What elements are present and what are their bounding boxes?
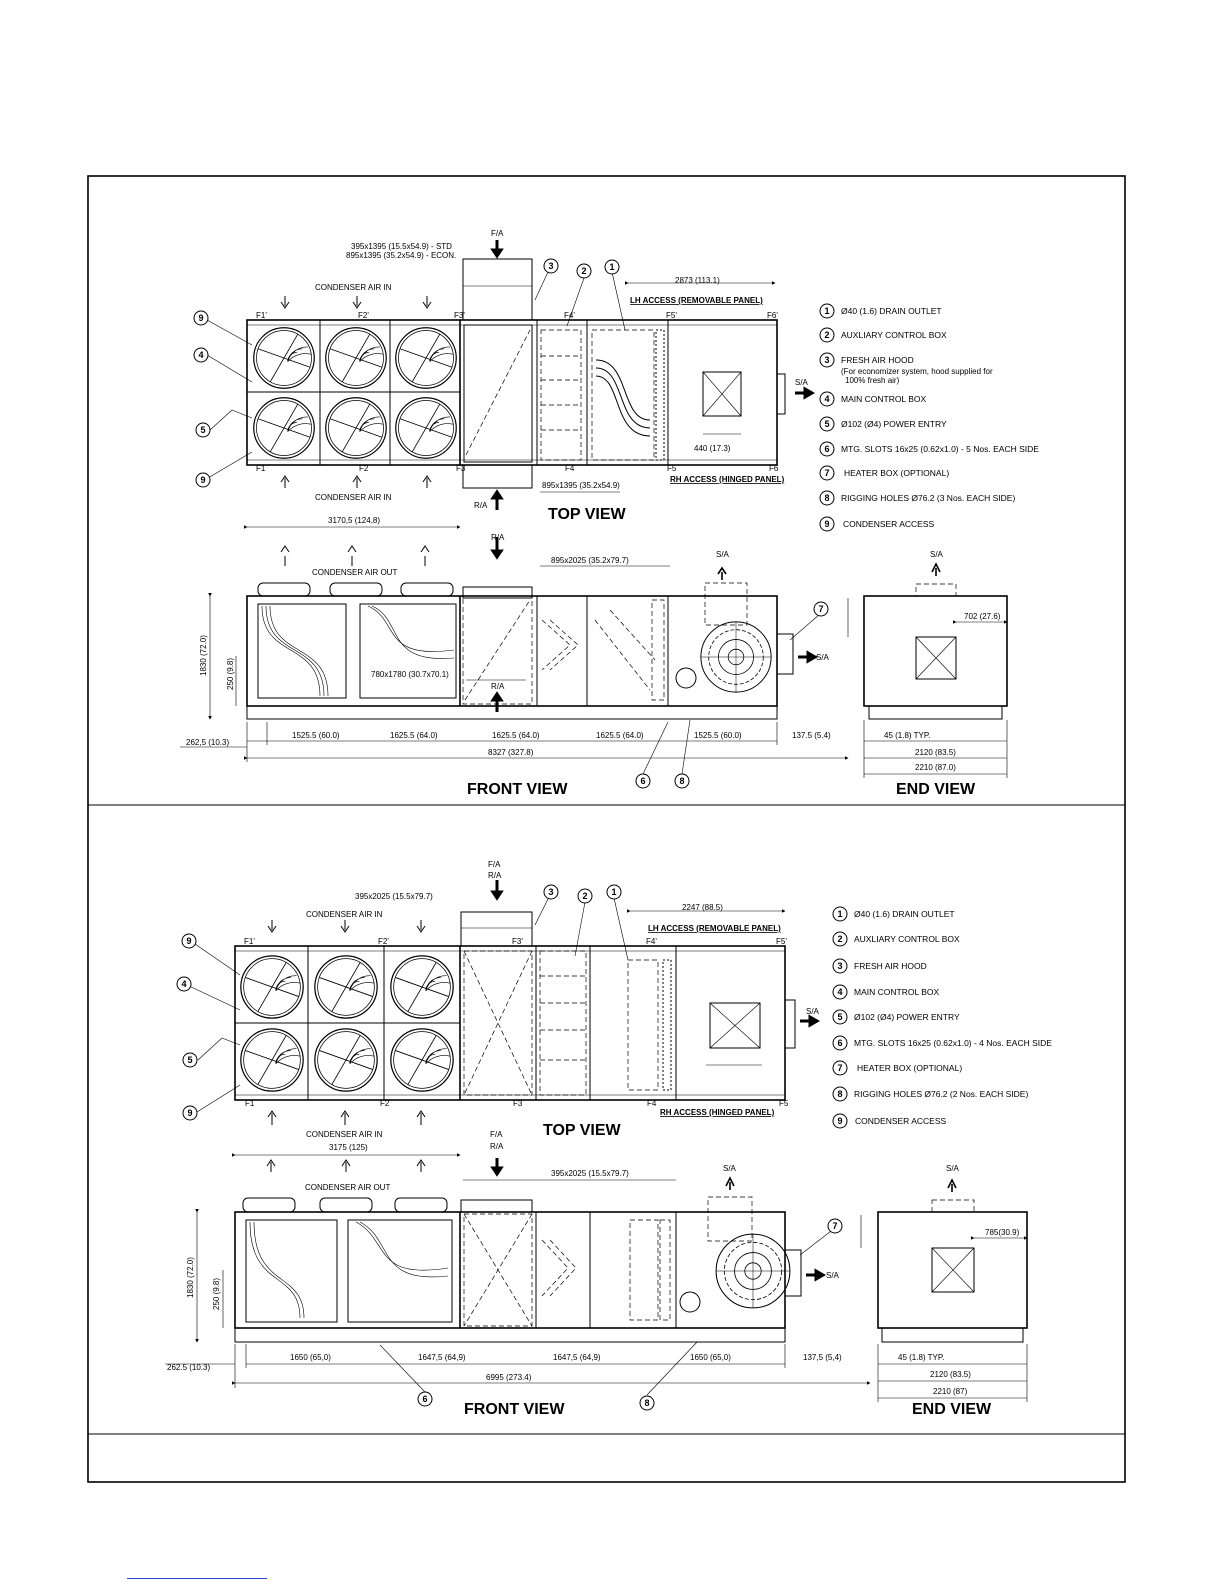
callout-circle	[418, 1392, 432, 1406]
svg-text:AUXLIARY CONTROL BOX: AUXLIARY CONTROL BOX	[841, 330, 947, 340]
cond-out: CONDENSER AIR OUT	[305, 1183, 391, 1192]
callout-circle	[196, 473, 210, 487]
svg-text:Ø102 (Ø4) POWER ENTRY: Ø102 (Ø4) POWER ENTRY	[841, 419, 947, 429]
sa-label: S/A	[795, 378, 808, 387]
unit1-top-text	[194, 229, 809, 523]
svg-text:1: 1	[609, 262, 615, 272]
fa-label: F/A	[490, 1130, 503, 1139]
callout-circle	[182, 934, 196, 948]
unit1-end-view	[848, 564, 1007, 778]
unit1-end-text	[884, 550, 1001, 798]
svg-text:5: 5	[824, 419, 830, 429]
unit2-legend	[833, 907, 1052, 1128]
f-label: F1'	[244, 937, 255, 946]
svg-text:9: 9	[187, 1108, 193, 1118]
legend-item	[833, 1114, 946, 1128]
f-label: F4	[565, 464, 575, 473]
svg-text:5: 5	[187, 1055, 193, 1065]
svg-text:AUXLIARY CONTROL BOX: AUXLIARY CONTROL BOX	[854, 934, 960, 944]
end-dim-a: 702 (27.6)	[964, 612, 1001, 621]
svg-text:7: 7	[832, 1221, 838, 1231]
cond-in-bottom: CONDENSER AIR IN	[306, 1130, 383, 1139]
f-label: F2	[380, 1099, 390, 1108]
f-label: F4'	[646, 937, 657, 946]
svg-text:2: 2	[582, 891, 588, 901]
outer-dim: 2210 (87.0)	[915, 763, 956, 772]
unit1-end-title: END VIEW	[896, 781, 976, 798]
sa-label: S/A	[716, 550, 729, 559]
ra-label: R/A	[490, 1142, 504, 1151]
svg-text:MAIN CONTROL BOX: MAIN CONTROL BOX	[841, 394, 927, 404]
callout-circle	[814, 602, 828, 616]
legend-item	[833, 985, 939, 999]
svg-text:6: 6	[824, 444, 830, 454]
svg-text:1: 1	[611, 887, 617, 897]
f-label: F1'	[256, 311, 267, 320]
svg-text:8: 8	[837, 1089, 843, 1099]
end-dim-a: 785(30.9)	[985, 1228, 1020, 1237]
legend-item	[820, 417, 947, 431]
svg-text:CONDENSER ACCESS: CONDENSER ACCESS	[855, 1116, 947, 1126]
svg-text:RIGGING HOLES Ø76.2 (2 Nos. EA: RIGGING HOLES Ø76.2 (2 Nos. EACH SIDE)	[854, 1089, 1029, 1099]
rh-access-label: RH ACCESS (HINGED PANEL)	[670, 475, 785, 484]
cond-in-top: CONDENSER AIR IN	[306, 910, 383, 919]
svg-text:Ø102 (Ø4) POWER ENTRY: Ø102 (Ø4) POWER ENTRY	[854, 1012, 960, 1022]
inner-dim: 2120 (83.5)	[930, 1370, 971, 1379]
svg-text:4: 4	[837, 987, 843, 997]
segment-dim: 1525.5 (60.0)	[694, 731, 742, 740]
ra-label: R/A	[491, 533, 505, 542]
ra-dim: 395x2025 (15.5x79.7)	[551, 1169, 629, 1178]
callout-circle	[183, 1053, 197, 1067]
unit2-top-title: TOP VIEW	[543, 1122, 621, 1139]
svg-text:6: 6	[837, 1038, 843, 1048]
ra-label: R/A	[488, 871, 502, 880]
left-offset: 262,5 (10.3)	[186, 738, 230, 747]
svg-text:7: 7	[837, 1063, 843, 1073]
f-label: F1	[256, 464, 266, 473]
sa-label: S/A	[930, 550, 943, 559]
svg-text:3: 3	[837, 961, 843, 971]
svg-text:9: 9	[824, 519, 830, 529]
svg-text:6: 6	[640, 776, 646, 786]
svg-text:7: 7	[824, 468, 830, 478]
unit2-end-title: END VIEW	[912, 1401, 992, 1418]
typ-dim: 45 (1.8) TYP.	[898, 1353, 945, 1362]
sa-label: S/A	[723, 1164, 736, 1173]
svg-text:Ø40 (1.6) DRAIN OUTLET: Ø40 (1.6) DRAIN OUTLET	[841, 306, 942, 316]
svg-text:8: 8	[824, 493, 830, 503]
svg-text:8: 8	[679, 776, 685, 786]
callout-circle	[194, 348, 208, 362]
svg-text:4: 4	[181, 979, 187, 989]
f-label: F3	[513, 1099, 523, 1108]
segment-dim: 1625.5 (64.0)	[390, 731, 438, 740]
f-label: F4'	[564, 311, 575, 320]
unit1-top-view	[207, 240, 812, 510]
sa-side: S/A	[826, 1271, 839, 1280]
f-label: F1	[245, 1099, 255, 1108]
ra-dim: 895x1395 (35.2x54.9)	[542, 481, 620, 490]
svg-text:1: 1	[837, 909, 843, 919]
svg-text:HEATER BOX (OPTIONAL): HEATER BOX (OPTIONAL)	[857, 1063, 963, 1073]
callout-circle	[544, 259, 558, 273]
unit2-front-title: FRONT VIEW	[464, 1401, 565, 1418]
footer-link-underline[interactable]	[127, 1578, 267, 1579]
f-label: F4	[647, 1099, 657, 1108]
total-length: 8327 (327.8)	[488, 748, 534, 757]
legend-item	[820, 328, 947, 342]
f-label: F3'	[512, 937, 523, 946]
f-label: F5'	[776, 937, 787, 946]
bottom-opening: 780x1780 (30.7x70.1)	[371, 670, 449, 679]
svg-text:MTG. SLOTS 16x25 (0.62x1.0) -: MTG. SLOTS 16x25 (0.62x1.0) - 4 Nos. EACH SIDE	[854, 1038, 1052, 1048]
segment-dim: 1525.5 (60.0)	[292, 731, 340, 740]
svg-text:2: 2	[824, 330, 830, 340]
unit2-front-view	[165, 1155, 870, 1395]
legend-item	[833, 1087, 1028, 1101]
cond-in-bottom: CONDENSER AIR IN	[315, 493, 392, 502]
segment-dim: 1650 (65,0)	[690, 1353, 731, 1362]
ra-label: R/A	[474, 501, 488, 510]
unit1-legend	[820, 304, 1039, 531]
callout-circle	[196, 423, 210, 437]
segment-dim: 1647,5 (64,9)	[418, 1353, 466, 1362]
callout-circle	[607, 885, 621, 899]
unit2-front-text	[167, 1130, 842, 1418]
unit2-end-text	[898, 1164, 1020, 1418]
svg-text:3: 3	[824, 355, 830, 365]
outer-dim: 2210 (87)	[933, 1387, 968, 1396]
f-label: F3'	[454, 311, 465, 320]
f-label: F3	[456, 464, 466, 473]
f-label: F5'	[666, 311, 677, 320]
svg-text:3: 3	[548, 261, 554, 271]
hood-dim: 395x2025 (15.5x79.7)	[355, 892, 433, 901]
fa-label: F/A	[488, 860, 501, 869]
callout-circle	[605, 260, 619, 274]
legend-item	[820, 353, 993, 385]
callout-circle	[177, 977, 191, 991]
svg-text:9: 9	[186, 936, 192, 946]
legend-item	[820, 392, 926, 406]
svg-text:MTG. SLOTS 16x25 (0.62x1.0) -: MTG. SLOTS 16x25 (0.62x1.0) - 5 Nos. EACH SIDE	[841, 444, 1039, 454]
base-h-dim: 250 (9.8)	[226, 657, 235, 690]
unit2-top-text	[177, 860, 820, 1139]
svg-text:4: 4	[824, 394, 830, 404]
callout-circle	[675, 774, 689, 788]
lh-access-label: LH ACCESS (REMOVABLE PANEL)	[648, 924, 781, 933]
cond-len: 3175 (125)	[329, 1143, 368, 1152]
unit2-end-view	[861, 1180, 1027, 1402]
typ-dim: 45 (1.8) TYP.	[884, 731, 931, 740]
callout-circle	[577, 264, 591, 278]
svg-text:8: 8	[644, 1398, 650, 1408]
legend-item	[833, 1010, 960, 1024]
svg-text:MAIN CONTROL BOX: MAIN CONTROL BOX	[854, 987, 940, 997]
svg-text:3: 3	[548, 887, 554, 897]
callout-circle	[578, 889, 592, 903]
svg-text:5: 5	[837, 1012, 843, 1022]
svg-text:2: 2	[837, 934, 843, 944]
height-dim: 1830 (72.0)	[199, 635, 208, 676]
callout-circle	[183, 1106, 197, 1120]
cond-in-top: CONDENSER AIR IN	[315, 283, 392, 292]
hood-dim-econ: 895x1395 (35.2x54.9) - ECON.	[346, 251, 457, 260]
legend-item	[833, 959, 927, 973]
callout-circle	[828, 1219, 842, 1233]
legend-item	[820, 442, 1039, 456]
cond-len: 3170,5 (124,8)	[328, 516, 381, 525]
cond-out: CONDENSER AIR OUT	[312, 568, 398, 577]
svg-text:9: 9	[837, 1116, 843, 1126]
svg-text:4: 4	[198, 350, 204, 360]
segment-dim: 1625.5 (64.0)	[596, 731, 644, 740]
segment-dim: 1625.5 (64.0)	[492, 731, 540, 740]
legend-item	[833, 932, 960, 946]
unit1-top-title: TOP VIEW	[548, 506, 626, 523]
legend-item	[820, 517, 934, 531]
hood-dim-std: 395x1395 (15.5x54.9) - STD	[351, 242, 452, 251]
segment-dim: 1647,5 (64,9)	[553, 1353, 601, 1362]
svg-text:100% fresh air): 100% fresh air)	[845, 376, 900, 385]
legend-item	[833, 1061, 962, 1075]
sa-label: S/A	[806, 1007, 819, 1016]
bottom-ra: R/A	[491, 682, 505, 691]
rh-access-label: RH ACCESS (HINGED PANEL)	[660, 1108, 775, 1117]
svg-text:FRESH AIR HOOD: FRESH AIR HOOD	[841, 355, 914, 365]
ra-dim: 895x2025 (35.2x79.7)	[551, 556, 629, 565]
legend-item	[833, 1036, 1052, 1050]
left-offset: 262.5 (10.3)	[167, 1363, 211, 1372]
callout-circle	[544, 885, 558, 899]
unit2-top-view	[187, 880, 817, 1125]
svg-text:6: 6	[422, 1394, 428, 1404]
f-label: F5	[779, 1099, 789, 1108]
svg-text:CONDENSER ACCESS: CONDENSER ACCESS	[843, 519, 935, 529]
length-dim: 2873 (113.1)	[675, 276, 720, 285]
small-dim: 440 (17.3)	[694, 444, 731, 453]
svg-text:2: 2	[581, 266, 587, 276]
svg-text:RIGGING HOLES Ø76.2 (3 Nos. EA: RIGGING HOLES Ø76.2 (3 Nos. EACH SIDE)	[841, 493, 1016, 503]
f-label: F6'	[767, 311, 778, 320]
callout-circle	[636, 774, 650, 788]
svg-text:5: 5	[200, 425, 206, 435]
inner-dim: 2120 (83.5)	[915, 748, 956, 757]
f-label: F6	[769, 464, 779, 473]
f-label: F2'	[358, 311, 369, 320]
f-label: F5	[667, 464, 677, 473]
total-length: 6995 (273.4)	[486, 1373, 532, 1382]
height-dim: 1830 (72.0)	[186, 1257, 195, 1298]
segment-dim: 1650 (65,0)	[290, 1353, 331, 1362]
unit1-front-title: FRONT VIEW	[467, 781, 568, 798]
svg-text:9: 9	[198, 313, 204, 323]
legend-item	[833, 907, 955, 921]
svg-text:Ø40 (1.6) DRAIN OUTLET: Ø40 (1.6) DRAIN OUTLET	[854, 909, 955, 919]
right-offset: 137.5 (5.4)	[792, 731, 831, 740]
svg-text:9: 9	[200, 475, 206, 485]
sa-label: S/A	[946, 1164, 959, 1173]
legend-item	[820, 466, 949, 480]
sa-side: S/A	[816, 653, 829, 662]
legend-item	[820, 491, 1015, 505]
svg-text:FRESH AIR HOOD: FRESH AIR HOOD	[854, 961, 927, 971]
lh-access-label: LH ACCESS (REMOVABLE PANEL)	[630, 296, 763, 305]
legend-item	[820, 304, 942, 318]
svg-text:7: 7	[818, 604, 824, 614]
callout-circle	[640, 1396, 654, 1410]
base-h-dim: 250 (9.8)	[212, 1277, 221, 1310]
length-dim: 2247 (88.5)	[682, 903, 723, 912]
svg-text:(For economizer system, hood s: (For economizer system, hood supplied for	[841, 367, 993, 376]
fa-label: F/A	[491, 229, 504, 238]
svg-text:1: 1	[824, 306, 830, 316]
right-offset: 137,5 (5,4)	[803, 1353, 842, 1362]
callout-circle	[194, 311, 208, 325]
f-label: F2'	[378, 937, 389, 946]
svg-text:HEATER BOX (OPTIONAL): HEATER BOX (OPTIONAL)	[844, 468, 950, 478]
f-label: F2	[359, 464, 369, 473]
